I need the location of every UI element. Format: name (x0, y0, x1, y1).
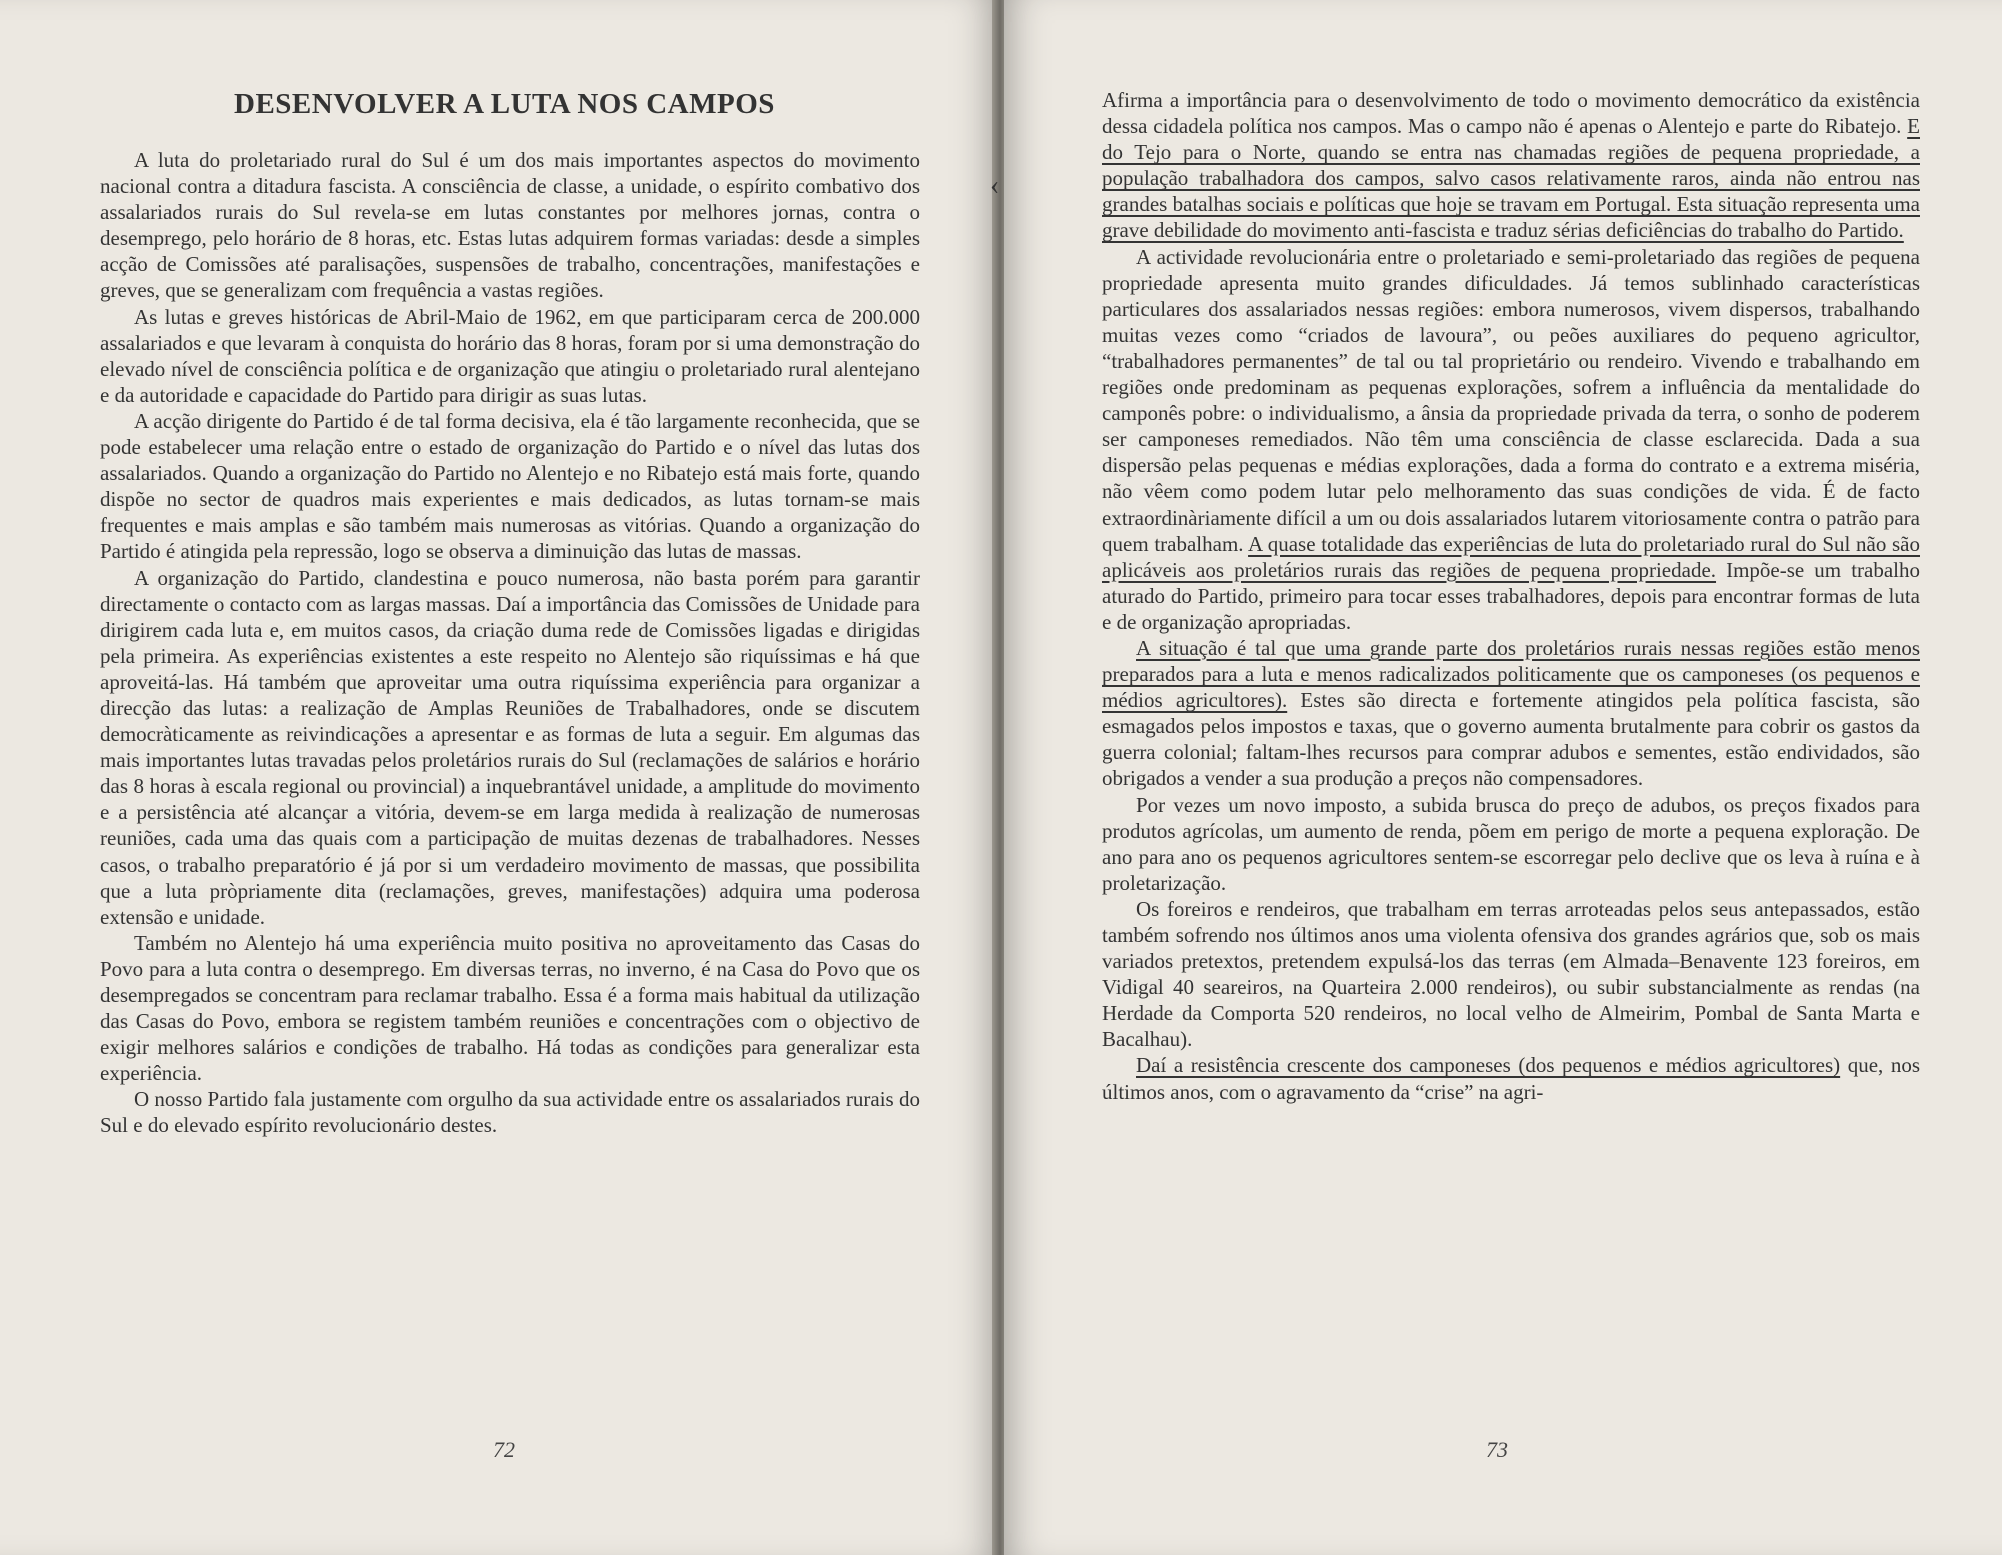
paragraph: O nosso Partido fala justamente com orgulho da sua actividade entre os assalariados rurais do Sul e do elevado espírito revolucionário destes. (100, 1087, 920, 1138)
left-text-column (100, 147, 920, 1139)
page-number-right: 73 (1486, 1437, 1508, 1462)
paragraph: Também no Alentejo há uma experiência muito positiva no aproveitamento das Casas do Povo para a luta contra o desemprego. Em diversas terras, no inverno, é na Casa do Povo que os desempregados se concentram para reclamar trabalho. Essa é a forma mais habitual da utilização das Casas do Povo, embora se registem também reuniões e concentrações com o objectivo de exigir melhores salários e condições de trabalho. Há todas as condições para generalizar esta experiência. (100, 930, 920, 1086)
paragraph-text: Estes são directa e fortemente atingidos pela política fascista, são esmagados pelos impostos e taxas, que o governo aumenta brutalmente para cobrir os gastos da guerra colonial; faltam-lhes recursos para comprar adubos e sementes, estão endividados, são obrigados a vender a sua produção a preços não compensadores. (1102, 688, 1920, 791)
paragraph-text: A actividade revolucionária entre o proletariado e semi-proletariado das regiões de pequena propriedade apresenta muito grandes dificuldades. Já temos sublinhado características particulares dos assalariados nessas regiões: embora numerosos, vivem dispersos, trabalhando muitas vezes como “criados de lavoura”, ou peões auxiliares do pequeno agricultor, “trabalhadores permanentes” de tal ou tal proprietário ou rendeiro. Vivendo e trabalhando em regiões onde predominam as pequenas explorações, sofrem a influência da mentalidade do camponês pobre: o individualismo, a ânsia da propriedade privada da terra, o sonho de poderem ser camponeses remediados. Não têm uma consciência de classe esclarecida. Dada a sua dispersão pelas pequenas e médias explorações, dada a forma do contrato e a extrema miséria, não vêem como podem lutar pelo melhoramento das suas condições de vida. É de facto extraordinàriamente difícil a um ou dois assalariados lutarem vitoriosamente contra o patrão para quem trabalham. (1102, 244, 1920, 556)
left-page (0, 0, 996, 1555)
paragraph: Os foreiros e rendeiros, que trabalham em terras arroteadas pelos seus antepassados, estão também sofrendo nos últimos anos uma violenta ofensiva dos grandes agrários que, sob os mais variados pretextos, pretendem expulsá-los das terras (em Almada–Benavente 123 foreiros, em Vidigal 40 seareiros, na Quarteira 2.000 rendeiros), ou subir substancialmente as rendas (na Herdade da Comporta 520 rendeiros, no local velho de Almeirim, Pombal de Santa Marta e Bacalhau). (1102, 896, 1920, 1052)
paragraph (1102, 1052, 1920, 1104)
chapter-title: DESENVOLVER A LUTA NOS CAMPOS (234, 88, 775, 120)
underlined-passage: E do Tejo para o Norte, quando se entra nas chamadas regiões de pequena propriedade, a população trabalhadora dos campos, salvo casos relativamente raros, ainda não entrou nas grandes batalhas sociais e políticas que hoje se travam em Portugal. Esta situação representa uma grave debilidade do movimento anti-fascista e traduz sérias deficiências do trabalho do Partido. (1102, 114, 1920, 243)
paragraph (1102, 244, 1920, 635)
paragraph: Por vezes um novo imposto, a subida brusca do preço de adubos, os preços fixados para produtos agrícolas, um aumento de renda, põem em perigo de morte a pequena exploração. De ano para ano os pequenos agricultores sentem-se escorregar pelo declive que os leva à ruína e à proletarização. (1102, 792, 1920, 895)
paragraph: A luta do proletariado rural do Sul é um dos mais importantes aspectos do movimento nacional contra a ditadura fascista. A consciência de classe, a unidade, o espírito combativo dos assalariados rurais do Sul revela-se em lutas constantes por melhores jornas, contra o desemprego, pelo horário de 8 horas, etc. Estas lutas adquirem formas variadas: desde a simples acção de Comissões até paralisações, suspensões de trabalho, concentrações, manifestações e greves, que se generalizam com frequência a vastas regiões. (100, 148, 920, 303)
paragraph-text: Impõe-se um trabalho aturado do Partido, primeiro para tocar esses trabalhadores, depois para encontrar formas de luta e de organização apropriadas. (1102, 557, 1920, 634)
margin-arrow-icon: ‹ (990, 170, 1000, 201)
paragraph (1102, 87, 1920, 244)
right-page (1004, 0, 2002, 1555)
underlined-passage: Daí a resistência crescente dos camponeses (dos pequenos e médios agricultores) (1136, 1053, 1841, 1078)
paragraph: A organização do Partido, clandestina e pouco numerosa, não basta porém para garantir directamente o contacto com as largas massas. Daí a importância das Comissões de Unidade para dirigirem cada luta e, em muitos casos, da criação duma rede de Comissões ligadas e dirigidas pela primeira. As experiências existentes a este respeito no Alentejo são riquíssimas e há que aproveitá-las. Há também que aproveitar uma outra riquíssima experiência para organizar a direcção das lutas: a realização de Amplas Reuniões de Trabalhadores, onde se discutem democràticamente as reivindicações a apresentar e as formas de luta a seguir. Em algumas das mais importantes lutas travadas pelos proletários rurais do Sul (reclamações de salários e horário das 8 horas à escala regional ou provincial) a inquebrantável unidade, a amplitude do movimento e a persistência até alcançar a vitória, devem-se em larga medida à realização de numerosas reuniões, cada uma das quais com a participação de muitas dezenas de trabalhadores. Nesses casos, o trabalho preparatório é já por si um verdadeiro movimento de massas, que possibilita que a luta pròpriamente dita (reclamações, greves, manifestações) adquira uma poderosa extensão e unidade. (100, 565, 920, 929)
paragraph: A acção dirigente do Partido é de tal forma decisiva, ela é tão largamente reconhecida, que se pode estabelecer uma relação entre o estado de organização do Partido e o nível das lutas dos assalariados. Quando a organização do Partido no Alentejo e no Ribatejo está mais forte, quando dispõe no sector de quadros mais experientes e mais dedicados, as lutas tornam-se mais frequentes e mais amplas e são também mais numerosas as vitórias. Quando a organização do Partido é atingida pela repressão, logo se observa a diminuição das lutas de massas. (100, 408, 920, 564)
paragraph-text: que, nos últimos anos, com o agravamento da “crise” na agri- (1102, 1053, 1920, 1104)
underlined-passage: A situação é tal que uma grande parte dos proletários rurais nessas regiões estão menos preparados para a luta e menos radicalizados politicamente que os camponeses (os pequenos e médios agricultores). (1102, 635, 1920, 713)
underlined-passage: A quase totalidade das experiências de luta do proletariado rural do Sul não são aplicáveis aos proletários rurais das regiões de pequena propriedade. (1102, 531, 1920, 582)
paragraph-text: Afirma a importância para o desenvolvimento de todo o movimento democrático da existência dessa cidadela política nos campos. Mas o campo não é apenas o Alentejo e parte do Ribatejo. (1102, 88, 1920, 139)
page-number-left: 72 (493, 1437, 515, 1462)
paragraph (1102, 635, 1920, 792)
right-text-column (1102, 87, 1920, 1105)
paragraph: As lutas e greves históricas de Abril-Maio de 1962, em que participaram cerca de 200.000 assalariados e que levaram à conquista do horário das 8 horas, foram por si uma demonstração do elevado nível de consciência política e de organização que atingiu o proletariado rural alentejano e da autoridade e capacidade do Partido para dirigir as suas lutas. (100, 304, 920, 407)
